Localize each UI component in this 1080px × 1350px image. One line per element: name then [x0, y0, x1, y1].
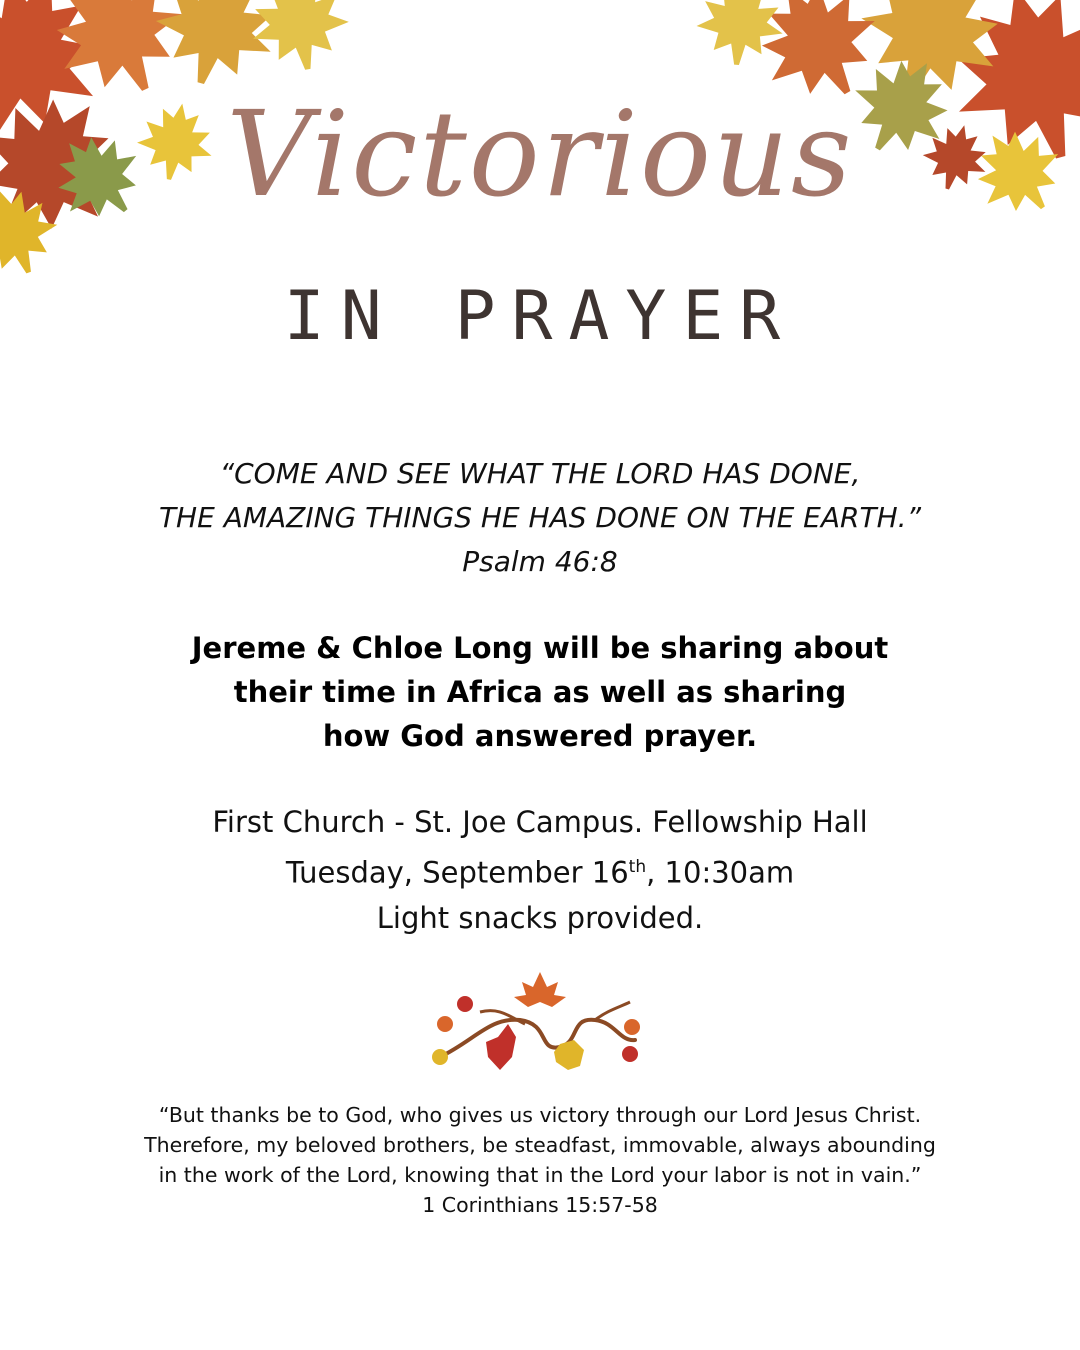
quote-reference: Psalm 46:8	[462, 545, 618, 578]
maple-leaf-icon	[693, 0, 787, 69]
announcement-line: how God answered prayer.	[322, 719, 758, 753]
verse-reference: 1 Corinthians 15:57-58	[422, 1193, 658, 1217]
quote-line: “COME AND SEE WHAT THE LORD HAS DONE,	[219, 457, 861, 490]
announcement-line: their time in Africa as well as sharing	[233, 675, 847, 709]
scripture-quote	[40, 452, 1040, 584]
event-date: Tuesday, September 16	[285, 855, 629, 890]
event-location: First Church - St. Joe Campus. Fellowship Hall	[212, 805, 868, 839]
maple-leaf-icon	[243, 0, 356, 78]
date-ordinal: th	[628, 857, 647, 877]
announcement-line: Jereme & Chloe Long will be sharing about	[191, 631, 889, 665]
verse-line: Therefore, my beloved brothers, be steadfast, immovable, always abounding	[144, 1133, 936, 1157]
event-date-time	[40, 845, 1040, 896]
verse-line: in the work of the Lord, knowing that in the Lord your labor is not in vain.”	[158, 1163, 922, 1187]
quote-line: THE AMAZING THINGS HE HAS DONE ON THE EARTH.”	[158, 501, 922, 534]
closing-verse	[40, 1100, 1040, 1220]
event-time: , 10:30am	[646, 855, 795, 890]
event-details	[40, 800, 1040, 941]
event-note: Light snacks provided.	[376, 900, 704, 935]
announcement	[40, 626, 1040, 758]
title-subtitle: IN PRAYER	[283, 277, 797, 356]
verse-line: “But thanks be to God, who gives us victory through our Lord Jesus Christ.	[158, 1103, 922, 1127]
title-script: Victorious	[226, 85, 854, 223]
autumn-leaves-berries-icon	[420, 962, 660, 1082]
